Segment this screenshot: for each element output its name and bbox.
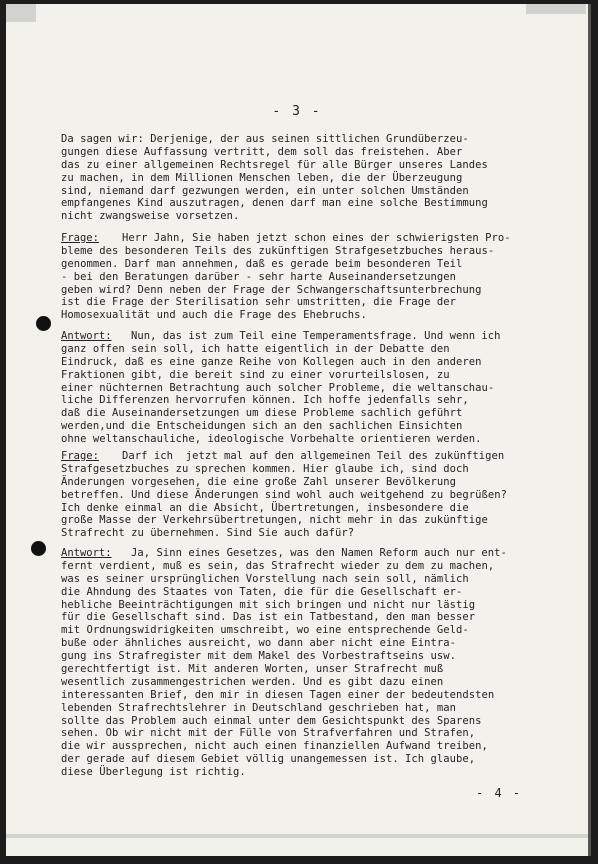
text-line: nicht zwangsweise vorsetzen.: [61, 210, 240, 223]
paragraph-answer-2: [61, 547, 507, 779]
speaker-label-frage: Frage:: [61, 232, 99, 244]
document-page: [6, 4, 591, 856]
scan-speckle: [6, 4, 36, 22]
text-line: fernt verdient, muß es sein, das Strafrecht wieder zu dem zu machen,: [61, 559, 495, 572]
text-line: Änderungen vorgesehen, die eine große Zahl unserer Bevölkerung: [61, 475, 457, 488]
text-line: die wir aussprechen, nicht auch einen finanziellen Aufwand treiben,: [61, 740, 488, 753]
next-page-marker: - 4 -: [476, 786, 523, 800]
text-line: interessanten Brief, den mir in diesen Tagen einer der bedeutendsten: [61, 688, 495, 701]
text-line: lebenden Strafrechtslehrer in Deutschland geschrieben hat, man: [61, 701, 457, 714]
text-line: einer nüchternen Betrachtung auch solcher Probleme, die weltanschau-: [61, 381, 495, 394]
text-line: wesentlich zusammengestrichen werden. Und es gibt dazu einen: [61, 675, 444, 688]
text-line: Nun, das ist zum Teil eine Temperamentsfrage. Und wenn ich: [131, 330, 501, 342]
text-line: Strafrecht zu übernehmen. Sind Sie auch dafür?: [61, 527, 355, 540]
text-line: für die Gesellschaft sind. Das ist ein Tatbestand, den man besser: [61, 611, 476, 624]
punch-hole-mark: [36, 316, 51, 331]
text-line: hebliche Beeinträchtigungen mit sich bringen und nicht nur lästig: [61, 598, 476, 611]
text-line: - bei den Beratungen darüber - sehr harte Auseinandersetzungen: [61, 270, 457, 283]
text-line: sind, niemand darf gezwungen werden, ein unter solchen Umständen: [61, 184, 469, 197]
text-line: ganz offen sein soll, ich hatte eigentlich in der Debatte den: [61, 342, 450, 355]
punch-hole-mark: [31, 541, 46, 556]
text-line: Eindruck, daß es eine ganze Reihe von Kollegen auch in den anderen: [61, 355, 482, 368]
text-line: große Masse der Verkehrsübertretungen, nicht mehr in das zukünftige: [61, 514, 488, 527]
text-line: was es seiner ursprünglichen Vorstellung nach sein soll, nämlich: [61, 572, 469, 585]
text-line: Herr Jahn, Sie haben jetzt schon eines der schwierigsten Pro-: [122, 232, 511, 244]
text-line: gungen diese Auffassung vertritt, dem soll das freistehen. Aber: [61, 145, 463, 158]
text-line: daß die Auseinandersetzungen um diese Probleme sachlich geführt: [61, 407, 463, 420]
text-line: Ich denke einmal an die Absicht, Übertretungen, insbesondere die: [61, 501, 469, 514]
text-line: betreffen. Und diese Änderungen sind wohl auch weitgehend zu begrüßen?: [61, 488, 508, 501]
text-line: werden,und die Entscheidungen sich an den sachlichen Einsichten: [61, 420, 463, 433]
text-line: Fraktionen gibt, die bereit sind zu einer vorurteilslosen, zu: [61, 368, 450, 381]
text-line: Darf ich jetzt mal auf den allgemeinen Teil des zukünftigen: [122, 450, 505, 462]
text-line: gerechtfertigt ist. Mit anderen Worten, unser Strafrecht muß: [61, 663, 444, 676]
text-line: das zu einer allgemeinen Rechtsregel für alle Bürger unseres Landes: [61, 158, 488, 171]
text-line: liche Differenzen hervorrufen können. Ich hoffe jedenfalls sehr,: [61, 394, 469, 407]
text-line: geben wird? Denn neben der Frage der Schwangerschaftsunterbrechung: [61, 283, 482, 296]
page-number: - 3 -: [272, 104, 322, 119]
text-line: buße oder ähnliches ausreicht, wo dann aber nicht eine Eintra-: [61, 637, 457, 650]
text-line: sehen. Ob wir nicht mit der Fülle von Strafverfahren und Strafen,: [61, 727, 476, 740]
scan-speckle: [6, 834, 588, 838]
paragraph-continuation: [61, 133, 488, 223]
text-line: empfangenes Kind auszutragen, denen darf man eine solche Bestimmung: [61, 197, 488, 210]
text-line: Da sagen wir: Derjenige, der aus seinen sittlichen Grundüberzeu-: [61, 133, 469, 145]
text-line: Homosexualität und auch die Frage des Ehebruchs.: [61, 309, 367, 322]
text-line: gung ins Strafregister mit dem Makel des Vorbestraftseins usw.: [61, 650, 457, 663]
text-line: die Ahndung des Staates von Taten, die für die Gesellschaft er-: [61, 585, 463, 598]
text-line: Strafgesetzbuches zu sprechen kommen. Hier glaube ich, sind doch: [61, 462, 469, 475]
text-line: mit Ordnungswidrigkeiten umschreibt, wo eine entsprechende Geld-: [61, 624, 469, 637]
text-line: zu machen, in dem Millionen Menschen leben, die der Überzeugung: [61, 171, 463, 184]
text-line: Ja, Sinn eines Gesetzes, was den Namen Reform auch nur ent-: [131, 547, 507, 559]
text-line: diese Überlegung ist richtig.: [61, 766, 246, 779]
paragraph-answer-1: [61, 330, 501, 446]
text-line: der gerade auf diesem Gebiet völlig unangemessen ist. Ich glaube,: [61, 753, 476, 766]
text-line: ohne weltanschauliche, ideologische Vorbehalte orientieren werden.: [61, 433, 482, 446]
paragraph-question-1: [61, 232, 511, 322]
speaker-label-frage: Frage:: [61, 450, 99, 462]
text-line: genommen. Darf man annehmen, daß es gerade beim besonderen Teil: [61, 257, 463, 270]
text-line: sollte das Problem auch einmal unter dem Gesichtspunkt des Sparens: [61, 714, 482, 727]
speaker-label-antwort: Antwort:: [61, 330, 112, 342]
speaker-label-antwort: Antwort:: [61, 547, 112, 559]
scan-speckle: [526, 4, 586, 14]
text-line: ist die Frage der Sterilisation sehr umstritten, die Frage der: [61, 296, 457, 309]
text-line: bleme des besonderen Teils des zukünftigen Strafgesetzbuches heraus-: [61, 244, 495, 257]
paragraph-question-2: [61, 450, 507, 540]
